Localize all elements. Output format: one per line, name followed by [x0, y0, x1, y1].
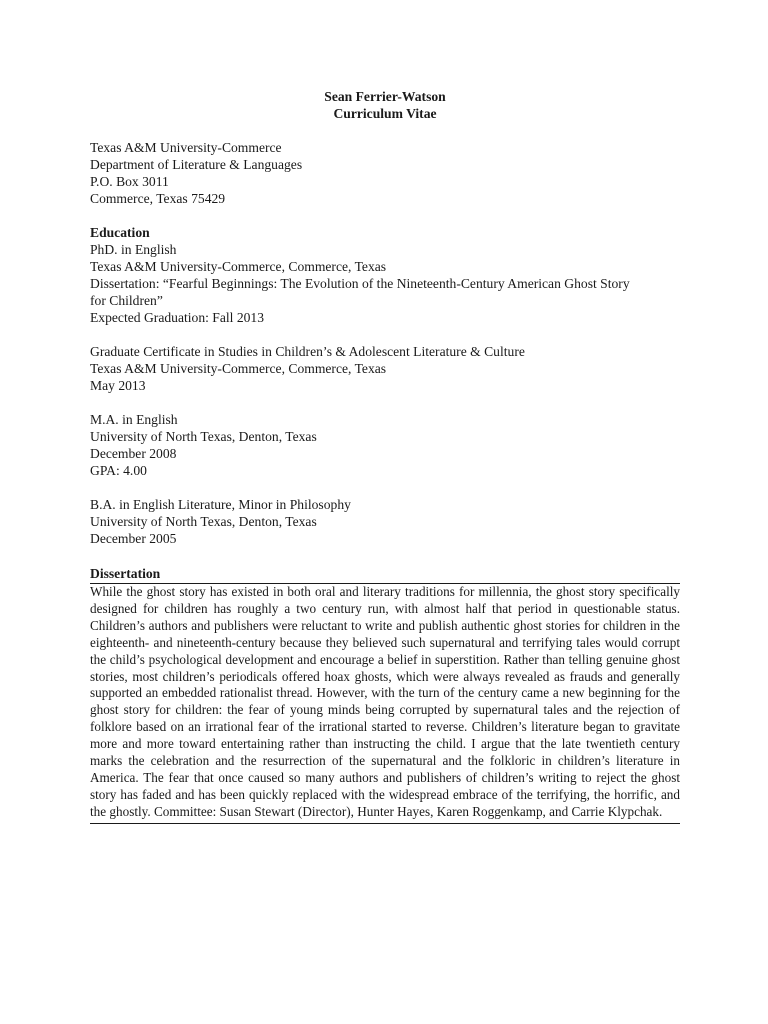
degree: PhD. in English [90, 242, 177, 257]
degree: B.A. in English Literature, Minor in Philosophy [90, 497, 351, 512]
cv-header [90, 88, 680, 122]
contact-address [90, 139, 680, 207]
document-title: Curriculum Vitae [333, 106, 437, 121]
graduation-date: Expected Graduation: Fall 2013 [90, 310, 265, 325]
degree: Graduate Certificate in Studies in Children’s & Adolescent Literature & Culture [90, 344, 525, 359]
address-line: Commerce, Texas 75429 [90, 191, 226, 206]
institution: University of North Texas, Denton, Texas [90, 514, 317, 529]
address-line: Department of Literature & Languages [90, 157, 303, 172]
graduation-date: December 2005 [90, 531, 177, 546]
dissertation-abstract: While the ghost story has existed in both oral and literary traditions for millennia, the ghost story specifically designed for children has roughly a two century run, with almost half that period in questionable status. Children’s authors and publishers were reluctant to write and publish authentic ghost stories for children in the eighteenth- and nineteenth-century because they believed such supernatural and terrifying tales would corrupt the child’s psychological development and encourage a belief in superstition. Rather than telling genuine ghost stories, most children’s periodicals offered hoax ghosts, which were always revealed as frauds and generally supported an embedded rationalist thread. However, with the turn of the century came a new beginning for the ghost story for children: the fear of young minds being corrupted by supernatural tales and the rejection of folklore based on an irrational fear of the irrational started to reverse. Children’s literature began to gravitate more and more toward entertaining rather than instructing the child. I argue that the late twentieth century marks the celebration and the resurrection of the supernatural and the folkloric in children’s literature in America. The fear that once caused so many authors and publishers of children’s writing to reject the ghost story has faded and has been quickly replaced with the widespread embrace of the terrifying, the horrific, and the ghostly. Committee: Susan Stewart (Director), Hunter Hayes, Karen Roggenkamp, and Carrie Klypchak. [90, 584, 680, 824]
institution: Texas A&M University-Commerce, Commerce, Texas [90, 259, 387, 274]
graduation-date: December 2008 [90, 446, 177, 461]
address-line: P.O. Box 3011 [90, 174, 169, 189]
degree: M.A. in English [90, 412, 178, 427]
spacer [90, 479, 680, 496]
institution: University of North Texas, Denton, Texas [90, 429, 317, 444]
institution: Texas A&M University-Commerce, Commerce, Texas [90, 361, 387, 376]
dissertation-heading: Dissertation [90, 565, 680, 584]
education-entry-phd [90, 241, 680, 326]
education-entry-ba [90, 496, 680, 547]
education-section [90, 224, 680, 547]
graduation-date: May 2013 [90, 378, 146, 393]
cv-page [90, 88, 680, 824]
education-entry-ma [90, 411, 680, 479]
education-entry-certificate [90, 343, 680, 394]
spacer [90, 394, 680, 411]
address-line: Texas A&M University-Commerce [90, 140, 282, 155]
gpa: GPA: 4.00 [90, 463, 147, 478]
author-name: Sean Ferrier-Watson [324, 89, 446, 104]
spacer [90, 326, 680, 343]
dissertation-title: Dissertation: “Fearful Beginnings: The Evolution of the Nineteenth-Century American Ghost Story [90, 276, 630, 291]
dissertation-section [90, 565, 680, 824]
dissertation-title-cont: for Children” [90, 293, 163, 308]
education-heading: Education [90, 225, 150, 240]
